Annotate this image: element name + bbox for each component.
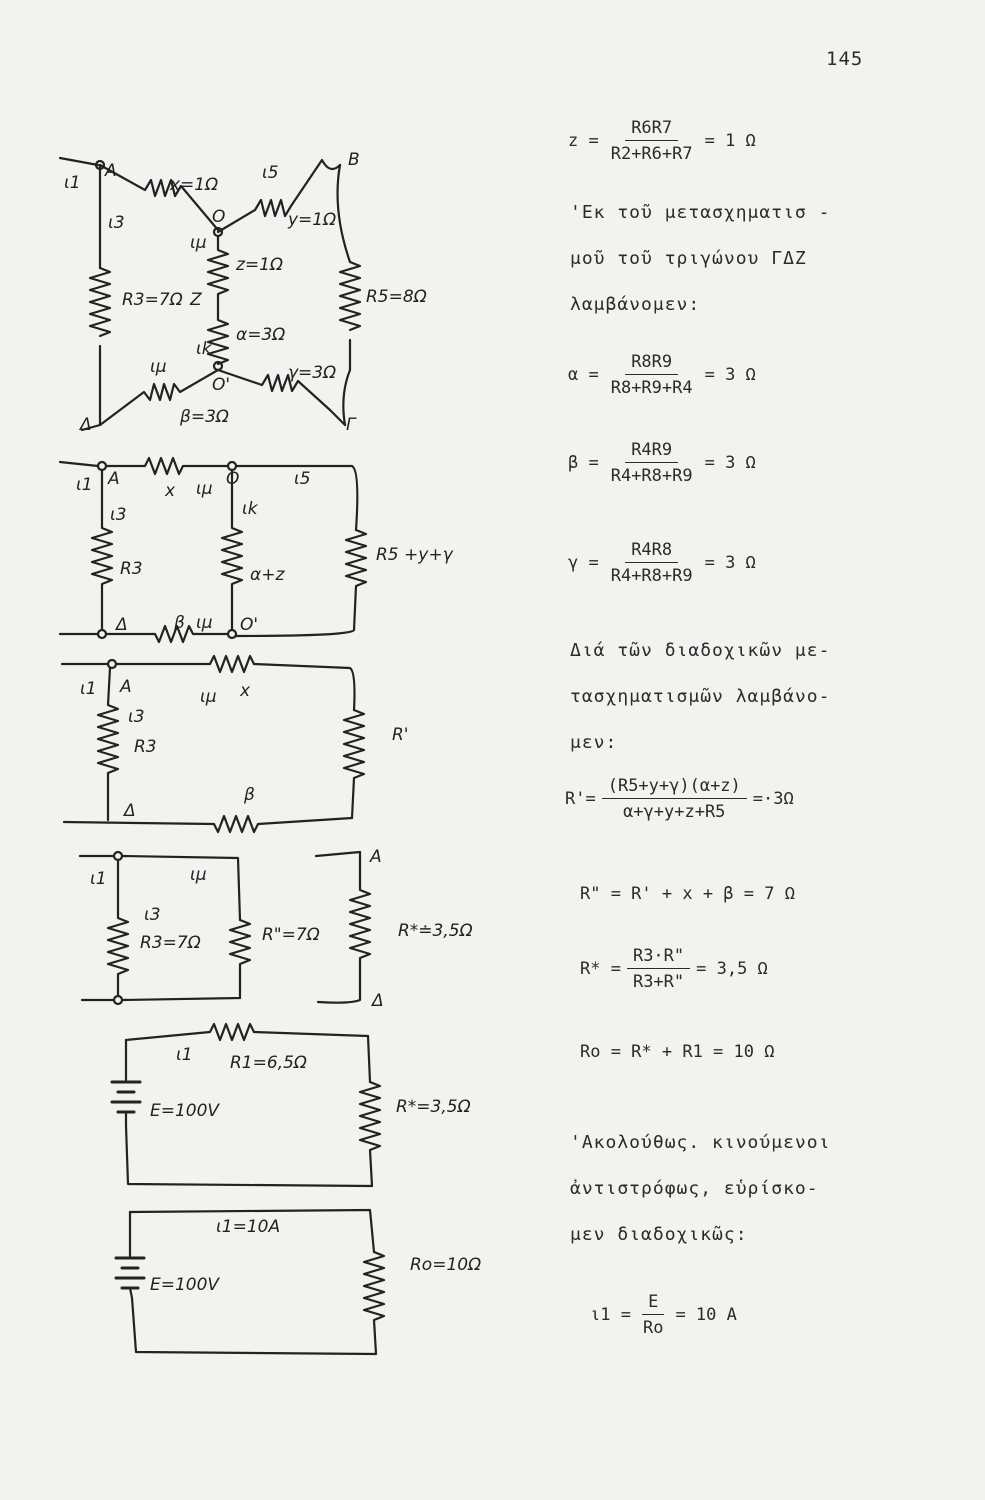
label-r-star: R*=3,5Ω bbox=[396, 1097, 471, 1117]
equation-r-prime: R'= $\frac{(R5+y+\gamma)(\alpha+z)}{\alpha+\gamma+y+z+R5}$ =·3Ω bbox=[565, 776, 794, 822]
current-i1: ι1 bbox=[176, 1045, 193, 1065]
current-ik: ιk bbox=[196, 339, 212, 359]
current-imu: ιμ bbox=[190, 233, 207, 253]
label-r5: R5=8Ω bbox=[366, 287, 427, 307]
current-imu: ιμ bbox=[200, 687, 217, 707]
equation-beta: β = $\frac{R4R9}{R4+R8+R9}$ = 3 Ω bbox=[568, 440, 756, 486]
current-i3: ι3 bbox=[108, 213, 125, 233]
current-i1: ι1=10A bbox=[216, 1217, 281, 1237]
node-a: A bbox=[370, 847, 382, 867]
equation-r-star: R* = $\frac{R3\cdot R"}{R3+R"}$ = 3,5 Ω bbox=[580, 946, 768, 992]
circuit-diagram-1 bbox=[60, 150, 427, 435]
node-delta: Δ bbox=[116, 615, 128, 635]
circuit-diagram-4 bbox=[80, 847, 473, 1011]
equation-gamma: γ = $\frac{R4R8}{R4+R8+R9}$ = 3 Ω bbox=[568, 540, 756, 586]
label-beta: β bbox=[174, 613, 185, 633]
circuit-diagram-5 bbox=[112, 1024, 471, 1186]
current-i1: ι1 bbox=[80, 679, 97, 699]
current-ik: ιk bbox=[242, 499, 258, 519]
paragraph-triangle: 'Εκ τοῦ μετασχηματισ - μοῦ τοῦ τριγώνου ΓΔΖ λαμβάνομεν: bbox=[570, 202, 831, 315]
label-r3: R3 bbox=[120, 559, 143, 579]
current-i1: ι1 bbox=[90, 869, 107, 889]
label-r-double: R"=7Ω bbox=[262, 925, 320, 945]
current-i3: ι3 bbox=[128, 707, 145, 727]
label-y: y=1Ω bbox=[288, 210, 337, 230]
current-i5: ι5 bbox=[294, 469, 311, 489]
node-o-prime: O' bbox=[240, 615, 259, 635]
node-o-prime: O' bbox=[212, 375, 231, 395]
current-i5: ι5 bbox=[262, 163, 279, 183]
label-r-zero: Ro=10Ω bbox=[410, 1255, 482, 1275]
label-r-prime: R' bbox=[392, 725, 409, 745]
label-alpha-z: α+z bbox=[250, 565, 285, 585]
label-x: x=1Ω bbox=[170, 175, 219, 195]
equation-i-one: ι1 = $\frac{E}{Ro}$ = 10 A bbox=[590, 1292, 737, 1338]
current-imu-2: ιμ bbox=[196, 613, 213, 633]
node-a: A bbox=[120, 677, 132, 697]
label-x: x bbox=[240, 681, 251, 701]
label-gamma: γ=3Ω bbox=[288, 363, 337, 383]
label-r3: R3 bbox=[134, 737, 157, 757]
current-imu-2: ιμ bbox=[150, 357, 167, 377]
circuit-diagram-2 bbox=[60, 458, 454, 642]
node-delta: Δ bbox=[372, 991, 384, 1011]
current-i3: ι3 bbox=[110, 505, 127, 525]
node-z: Z bbox=[190, 290, 202, 310]
label-beta: β=3Ω bbox=[180, 407, 229, 427]
equation-r-double: R" = R' + x + β = 7 Ω bbox=[580, 884, 795, 904]
label-z: z=1Ω bbox=[236, 255, 283, 275]
node-o: O bbox=[226, 469, 240, 489]
label-r3: R3=7Ω bbox=[140, 933, 201, 953]
node-a: A bbox=[108, 469, 120, 489]
paragraph-transformations: Διά τῶν διαδοχικῶν με- τασχηματισμῶν λαμβάνο- μεν: bbox=[570, 640, 831, 753]
node-a: A bbox=[105, 161, 117, 181]
label-e: E=100V bbox=[150, 1101, 220, 1121]
current-i3: ι3 bbox=[144, 905, 161, 925]
node-delta: Δ bbox=[124, 801, 136, 821]
current-i1: ι1 bbox=[76, 475, 93, 495]
label-beta: β bbox=[244, 785, 255, 805]
label-alpha: α=3Ω bbox=[236, 325, 286, 345]
label-r1: R1=6,5Ω bbox=[230, 1053, 307, 1073]
current-imu: ιμ bbox=[190, 865, 207, 885]
node-b: B bbox=[348, 150, 360, 170]
label-x: x bbox=[165, 481, 176, 501]
node-o: O bbox=[212, 207, 226, 227]
node-delta: Δ bbox=[80, 415, 92, 435]
label-r5: R5 +y+γ bbox=[376, 545, 453, 565]
current-imu: ιμ bbox=[196, 479, 213, 499]
equation-alpha: α = $\frac{R8R9}{R8+R9+R4}$ = 3 Ω bbox=[568, 352, 756, 398]
equation-z: z = $\frac{R6R7}{R2+R6+R7}$ = 1 Ω bbox=[568, 118, 756, 164]
current-i1: ι1 bbox=[64, 173, 81, 193]
label-r-star: R*≐3,5Ω bbox=[398, 921, 473, 941]
label-r3: R3=7Ω bbox=[122, 290, 183, 310]
node-gamma: Γ bbox=[346, 415, 356, 435]
label-e: E=100V bbox=[150, 1275, 220, 1295]
page-number: 145 bbox=[826, 48, 864, 70]
equation-r-zero: Ro = R* + R1 = 10 Ω bbox=[580, 1042, 775, 1062]
paragraph-reverse: 'Ακολούθως. κινούμενοι ἀντιστρόφως, εὑρίσκο- μεν διαδοχικῶς: bbox=[570, 1132, 831, 1245]
circuit-diagram-3 bbox=[62, 656, 409, 832]
circuit-diagram-6 bbox=[116, 1210, 481, 1354]
